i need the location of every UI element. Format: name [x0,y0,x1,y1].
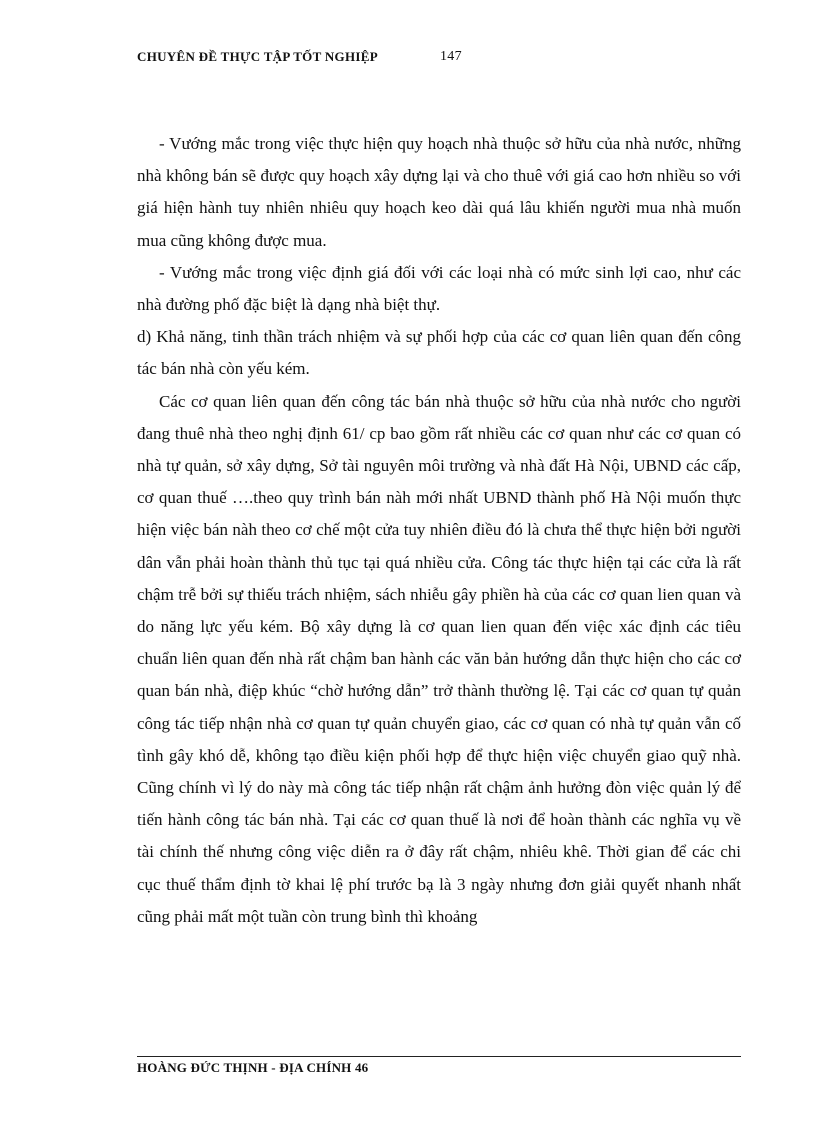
page-number: 147 [440,49,462,64]
paragraph-planning-obstacle: - Vướng mắc trong việc thực hiện quy hoạch nhà thuộc sở hữu của nhà nước, những nhà không bán sẽ được quy hoạch xây dựng lại và cho thuê với giá cao hơn nhiều so với giá hiện hành tuy nhiên nhiêu quy hoạch keo dài quá lâu khiến người mua nhà muốn mua cũng không được mua. [137,134,741,250]
footer-divider [137,1056,741,1057]
paragraph-agencies: Các cơ quan liên quan đến công tác bán nhà thuộc sở hữu của nhà nước cho người đang thuê nhà theo nghị định 61/ cp bao gồm rất nhiều các cơ quan như các cơ quan có nhà tự quản, sở xây dựng, Sở tài nguyên môi trường và nhà đất Hà Nội, UBND các cấp, cơ quan thuế ….theo quy trình bán nàh mới nhất UBND thành phố Hà Nội muốn thực hiện việc bán nàh theo cơ chế một cửa tuy nhiên điều đó là chưa thể thực hiện bởi người dân vẫn phải hoàn thành thủ tục tại quá nhiều cửa. Công tác thực hiện tại các cửa là rất chậm trễ bởi sự thiếu trách nhiệm, sách nhiễu gây phiền hà của các cơ quan lien quan và do năng lực yếu kém. Bộ xây dựng là cơ quan lien quan đến việc xác định các tiêu chuẩn liên quan đến nhà rất chậm ban hành các văn bản hướng dẫn thực hiện cho các cơ quan bán nhà, điệp khúc “chờ hướng dẫn” trở thành thường lệ. Tại các cơ quan tự quản công tác tiếp nhận nhà cơ quan tự quản chuyển giao, các cơ quan có nhà tự quản vẫn cố tình gây khó dễ, không tạo điều kiện phối hợp để thực hiện việc chuyển giao quỹ nhà. Cũng chính vì lý do này mà công tác tiếp nhận rất chậm ảnh hưởng đòn việc quản lý để tiến hành công tác bán nhà. Tại các cơ quan thuế là nơi để hoàn thành các nghĩa vụ về tài chính thế nhưng công việc diễn ra ở đây rất chậm, nhiêu khê. Thời gian để các chi cục thuế thẩm định tờ khai lệ phí trước bạ là 3 ngày nhưng đơn giải quyết nhanh nhất cũng phải mất một tuần còn trung bình thì khoảng [137,391,741,926]
paragraph-pricing-obstacle: - Vướng mắc trong việc định giá đối với các loại nhà có mức sinh lợi cao, như các nhà đường phố đặc biệt là dạng nhà biệt thự. [137,262,741,315]
header-title: CHUYÊN ĐỀ THỰC TẬP TỐT NGHIỆP [137,49,378,64]
page-header [137,49,741,69]
section-heading-d: d) Khả năng, tinh thần trách nhiệm và sự phối hợp của các cơ quan liên quan đến công tác bán nhà còn yếu kém. [137,327,741,379]
body-text [137,128,741,933]
page-footer: HOÀNG ĐỨC THỊNH - ĐỊA CHÍNH 46 [137,1060,369,1075]
